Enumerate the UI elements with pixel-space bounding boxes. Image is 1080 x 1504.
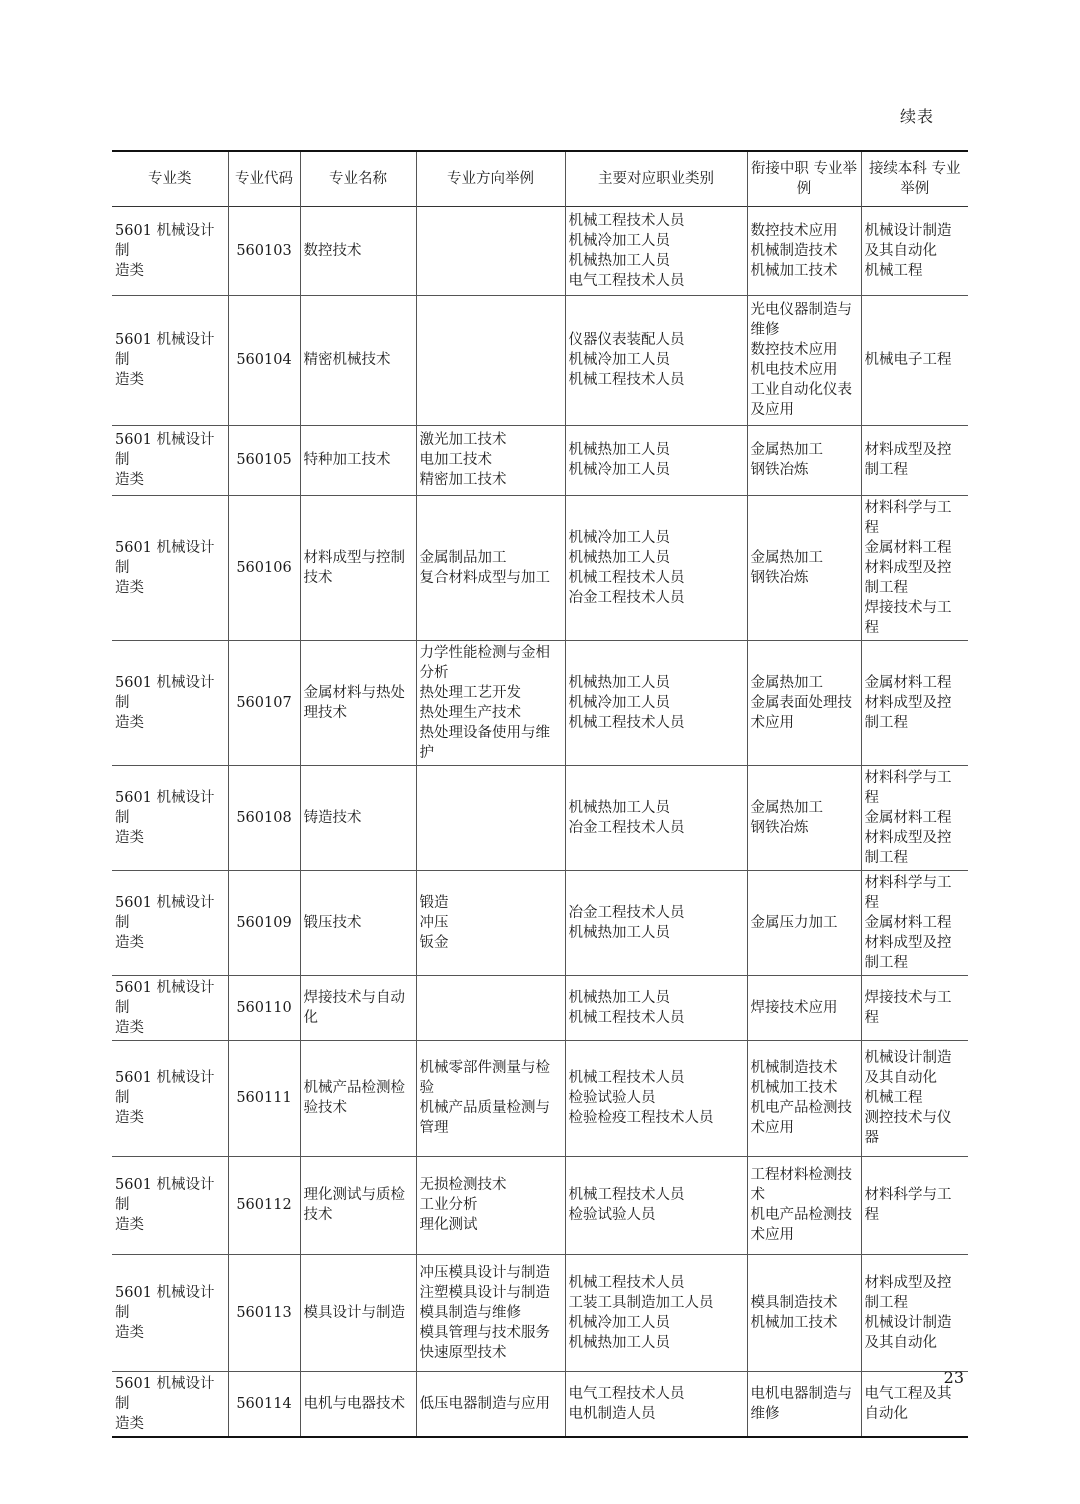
cell-secondary: 焊接技术应用 (747, 975, 861, 1040)
cell-name: 锻压技术 (300, 870, 416, 975)
cell-code: 560105 (228, 425, 300, 495)
table-row (112, 640, 968, 765)
cell-category: 5601 机械设计制 造类 (112, 295, 228, 425)
header-undergrad: 接续本科 专业举例 (861, 151, 968, 206)
cell-directions: 力学性能检测与金相 分析 热处理工艺开发 热处理生产技术 热处理设备使用与维护 (416, 640, 565, 765)
cell-undergrad: 机械设计制造 及其自动化 机械工程 测控技术与仪 器 (861, 1040, 968, 1156)
table-row (112, 975, 968, 1040)
cell-occupations: 机械工程技术人员 工装工具制造加工人员 机械冷加工人员 机械热加工人员 (565, 1254, 747, 1371)
cell-occupations: 机械工程技术人员 检验试验人员 (565, 1156, 747, 1254)
cell-undergrad: 材料科学与工程 金属材料工程 材料成型及控 制工程 (861, 765, 968, 870)
cell-undergrad: 材料成型及控 制工程 机械设计制造 及其自动化 (861, 1254, 968, 1371)
cell-name: 铸造技术 (300, 765, 416, 870)
cell-occupations: 电气工程技术人员 电机制造人员 (565, 1371, 747, 1437)
cell-code: 560110 (228, 975, 300, 1040)
header-row (112, 151, 968, 206)
header-occupations: 主要对应职业类别 (565, 151, 747, 206)
cell-name: 理化测试与质检 技术 (300, 1156, 416, 1254)
cell-code: 560106 (228, 495, 300, 640)
cell-occupations: 机械冷加工人员 机械热加工人员 机械工程技术人员 冶金工程技术人员 (565, 495, 747, 640)
cell-secondary: 金属热加工 钢铁冶炼 (747, 765, 861, 870)
cell-directions (416, 206, 565, 295)
cell-directions: 低压电器制造与应用 (416, 1371, 565, 1437)
cell-secondary: 电机电器制造与 维修 (747, 1371, 861, 1437)
cell-name: 数控技术 (300, 206, 416, 295)
cell-directions (416, 975, 565, 1040)
cell-code: 560107 (228, 640, 300, 765)
cell-directions: 机械零部件测量与检 验 机械产品质量检测与 管理 (416, 1040, 565, 1156)
cell-code: 560111 (228, 1040, 300, 1156)
cell-directions: 无损检测技术 工业分析 理化测试 (416, 1156, 565, 1254)
cell-name: 金属材料与热处 理技术 (300, 640, 416, 765)
cell-category: 5601 机械设计制 造类 (112, 495, 228, 640)
cell-name: 精密机械技术 (300, 295, 416, 425)
cell-category: 5601 机械设计制 造类 (112, 975, 228, 1040)
cell-undergrad: 金属材料工程 材料成型及控 制工程 (861, 640, 968, 765)
cell-directions: 激光加工技术 电加工技术 精密加工技术 (416, 425, 565, 495)
cell-name: 特种加工技术 (300, 425, 416, 495)
cell-category: 5601 机械设计制 造类 (112, 1371, 228, 1437)
cell-code: 560114 (228, 1371, 300, 1437)
cell-undergrad: 电气工程及其 自动化 (861, 1371, 968, 1437)
table-row (112, 1156, 968, 1254)
cell-category: 5601 机械设计制 造类 (112, 870, 228, 975)
table-row (112, 1254, 968, 1371)
cell-undergrad: 材料科学与工程 金属材料工程 材料成型及控 制工程 焊接技术与工程 (861, 495, 968, 640)
cell-occupations: 机械热加工人员 机械工程技术人员 (565, 975, 747, 1040)
cell-secondary: 工程材料检测技 术 机电产品检测技 术应用 (747, 1156, 861, 1254)
cell-name: 材料成型与控制 技术 (300, 495, 416, 640)
cell-category: 5601 机械设计制 造类 (112, 1254, 228, 1371)
cell-secondary: 金属热加工 金属表面处理技 术应用 (747, 640, 861, 765)
table-row (112, 425, 968, 495)
cell-secondary: 金属压力加工 (747, 870, 861, 975)
cell-undergrad: 机械设计制造 及其自动化 机械工程 (861, 206, 968, 295)
cell-name: 模具设计与制造 (300, 1254, 416, 1371)
cell-code: 560108 (228, 765, 300, 870)
cell-directions: 冲压模具设计与制造 注塑模具设计与制造 模具制造与维修 模具管理与技术服务 快速原型技术 (416, 1254, 565, 1371)
continued-label: 续表 (899, 107, 934, 126)
header-category: 专业类 (112, 151, 228, 206)
cell-category: 5601 机械设计制 造类 (112, 765, 228, 870)
cell-occupations: 仪器仪表装配人员 机械冷加工人员 机械工程技术人员 (565, 295, 747, 425)
cell-secondary: 金属热加工 钢铁冶炼 (747, 495, 861, 640)
cell-code: 560109 (228, 870, 300, 975)
table-row (112, 1371, 968, 1437)
header-code: 专业代码 (228, 151, 300, 206)
cell-undergrad: 材料成型及控 制工程 (861, 425, 968, 495)
table-row (112, 495, 968, 640)
cell-secondary: 数控技术应用 机械制造技术 机械加工技术 (747, 206, 861, 295)
cell-code: 560112 (228, 1156, 300, 1254)
cell-directions (416, 295, 565, 425)
cell-name: 机械产品检测检 验技术 (300, 1040, 416, 1156)
cell-directions: 金属制品加工 复合材料成型与加工 (416, 495, 565, 640)
cell-name: 电机与电器技术 (300, 1371, 416, 1437)
table-row (112, 870, 968, 975)
cell-category: 5601 机械设计制 造类 (112, 425, 228, 495)
cell-name: 焊接技术与自动 化 (300, 975, 416, 1040)
cell-undergrad: 材料科学与工 程 (861, 1156, 968, 1254)
table-row (112, 765, 968, 870)
cell-category: 5601 机械设计制 造类 (112, 1156, 228, 1254)
cell-secondary: 光电仪器制造与 维修 数控技术应用 机电技术应用 工业自动化仪表 及应用 (747, 295, 861, 425)
table-row (112, 295, 968, 425)
cell-directions: 锻造 冲压 钣金 (416, 870, 565, 975)
cell-undergrad: 焊接技术与工 程 (861, 975, 968, 1040)
cell-secondary: 机械制造技术 机械加工技术 机电产品检测技 术应用 (747, 1040, 861, 1156)
cell-undergrad: 机械电子工程 (861, 295, 968, 425)
cell-code: 560113 (228, 1254, 300, 1371)
cell-undergrad: 材料科学与工程 金属材料工程 材料成型及控 制工程 (861, 870, 968, 975)
cell-category: 5601 机械设计制 造类 (112, 1040, 228, 1156)
cell-code: 560103 (228, 206, 300, 295)
cell-secondary: 金属热加工 钢铁冶炼 (747, 425, 861, 495)
cell-category: 5601 机械设计制 造类 (112, 206, 228, 295)
cell-occupations: 机械热加工人员 机械冷加工人员 机械工程技术人员 (565, 640, 747, 765)
header-directions: 专业方向举例 (416, 151, 565, 206)
cell-occupations: 机械工程技术人员 检验试验人员 检验检疫工程技术人员 (565, 1040, 747, 1156)
specialty-table (112, 150, 968, 1438)
cell-code: 560104 (228, 295, 300, 425)
cell-directions (416, 765, 565, 870)
header-secondary: 衔接中职 专业举例 (747, 151, 861, 206)
cell-category: 5601 机械设计制 造类 (112, 640, 228, 765)
cell-occupations: 机械工程技术人员 机械冷加工人员 机械热加工人员 电气工程技术人员 (565, 206, 747, 295)
table-row (112, 206, 968, 295)
cell-secondary: 模具制造技术 机械加工技术 (747, 1254, 861, 1371)
page-number: 23 (943, 1368, 964, 1387)
cell-occupations: 冶金工程技术人员 机械热加工人员 (565, 870, 747, 975)
header-name: 专业名称 (300, 151, 416, 206)
cell-occupations: 机械热加工人员 机械冷加工人员 (565, 425, 747, 495)
cell-occupations: 机械热加工人员 冶金工程技术人员 (565, 765, 747, 870)
table-row (112, 1040, 968, 1156)
